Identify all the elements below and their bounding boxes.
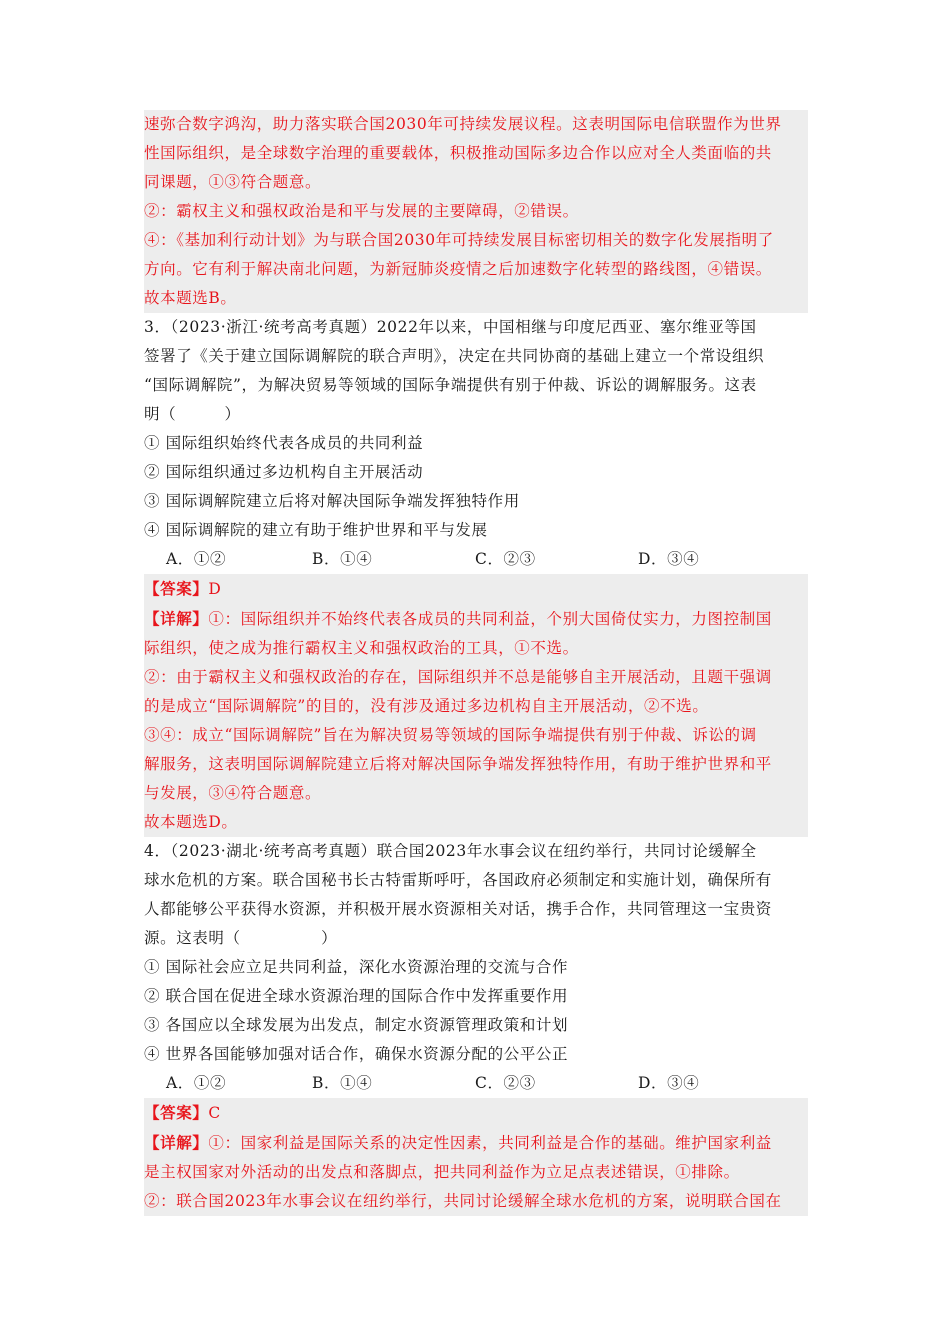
answer-line [144,1098,808,1128]
answer-value: D [208,580,222,598]
answer-block [144,574,808,837]
detail-line: 际组织，使之成为推行霸权主义和强权政治的工具，①不选。 [144,639,579,657]
detail-text: ①：国际组织并不始终代表各成员的共同利益，个别大国倚仗实力，力图控制国 [208,610,772,628]
statement-item: ② 联合国在促进全球水资源治理的国际合作中发挥重要作用 [144,987,569,1005]
option-c: C．②③ [475,1074,536,1092]
answer-block [144,1098,808,1216]
answer-line [144,574,808,604]
conclusion: 故本题选D。 [144,813,238,831]
question-stem-line: 球水危机的方案。联合国秘书长古特雷斯呼吁，各国政府必须制定和实施计划，确保所有 [144,871,772,889]
text-line: ②：霸权主义和强权政治是和平与发展的主要障碍，②错误。 [144,202,579,220]
option-a: A．①② [166,550,227,568]
detail-text: ①：国家利益是国际关系的决定性因素，共同利益是合作的基础。维护国家利益 [208,1134,772,1152]
answer-value: C [208,1104,221,1122]
statement-item: ③ 各国应以全球发展为出发点，制定水资源管理政策和计划 [144,1016,569,1034]
detail-line [144,604,808,634]
question-stem-line: 源。这表明（ ） [144,929,338,947]
question-3 [144,313,808,837]
option-d: D．③④ [638,1074,700,1092]
detail-line: ②：由于霸权主义和强权政治的存在，国际组织并不总是能够自主开展活动，且题干强调 [144,668,772,686]
detail-line: ②：联合国2023年水事会议在纽约举行，共同讨论缓解全球水危机的方案，说明联合国在 [144,1192,782,1210]
text-line: ④：《基加利行动计划》为与联合国2030年可持续发展目标密切相关的数字化发展指明了 [144,231,774,249]
question-stem-line: 明（ ） [144,405,241,423]
answer-options [144,1069,808,1098]
detail-line: 是主权国家对外活动的出发点和落脚点，把共同利益作为立足点表述错误，①排除。 [144,1163,740,1181]
option-c: C．②③ [475,550,536,568]
detail-line: 与发展，③④符合题意。 [144,784,322,802]
statement-item: ③ 国际调解院建立后将对解决国际争端发挥独特作用 [144,492,520,510]
statement-item: ④ 世界各国能够加强对话合作，确保水资源分配的公平公正 [144,1045,569,1063]
detail-label: 【详解】 [144,1133,209,1152]
question-stem-line: 签署了《关于建立国际调解院的联合声明》，决定在共同协商的基础上建立一个常设组织 [144,347,765,365]
conclusion: 故本题选B。 [144,289,237,307]
question-stem-line: “国际调解院”，为解决贸易等领域的国际争端提供有别于仲裁、诉讼的调解服务。这表 [144,376,757,394]
question-4 [144,837,808,1216]
statement-item: ① 国际社会应立足共同利益，深化水资源治理的交流与合作 [144,958,569,976]
question-stem-line: 3．（2023·浙江·统考高考真题）2022年以来，中国相继与印度尼西亚、塞尔维亚等国 [144,318,757,336]
text-line: 速弥合数字鸿沟，助力落实联合国2030年可持续发展议程。这表明国际电信联盟作为世界 [144,115,782,133]
statement-item: ① 国际组织始终代表各成员的共同利益 [144,434,424,452]
option-b: B．①④ [312,1074,373,1092]
document-page [144,110,808,1216]
option-d: D．③④ [638,550,700,568]
detail-line: ③④：成立“国际调解院”旨在为解决贸易等领域的国际争端提供有别于仲裁、诉讼的调 [144,726,757,744]
option-a: A．①② [166,1074,227,1092]
option-b: B．①④ [312,550,373,568]
text-line: 同课题，①③符合题意。 [144,173,322,191]
statement-item: ② 国际组织通过多边机构自主开展活动 [144,463,424,481]
question-stem-line: 人都能够公平获得水资源，并积极开展水资源相关对话，携手合作，共同管理这一宝贵资 [144,900,772,918]
prev-explanation [144,110,808,313]
text-line: 方向。它有利于解决南北问题，为新冠肺炎疫情之后加速数字化转型的路线图，④错误。 [144,260,772,278]
answer-options [144,545,808,574]
question-stem-line: 4．（2023·湖北·统考高考真题）联合国2023年水事会议在纽约举行，共同讨论缓解全 [144,842,757,860]
detail-label: 【详解】 [144,609,209,628]
answer-label: 【答案】 [144,579,209,598]
detail-line: 解服务，这表明国际调解院建立后将对解决国际争端发挥独特作用，有助于维护世界和平 [144,755,772,773]
detail-line [144,1128,808,1158]
text-line: 性国际组织，是全球数字治理的重要载体，积极推动国际多边合作以应对全人类面临的共 [144,144,772,162]
statement-item: ④ 国际调解院的建立有助于维护世界和平与发展 [144,521,488,539]
detail-line: 的是成立“国际调解院”的目的，没有涉及通过多边机构自主开展活动，②不选。 [144,697,709,715]
answer-label: 【答案】 [144,1103,209,1122]
